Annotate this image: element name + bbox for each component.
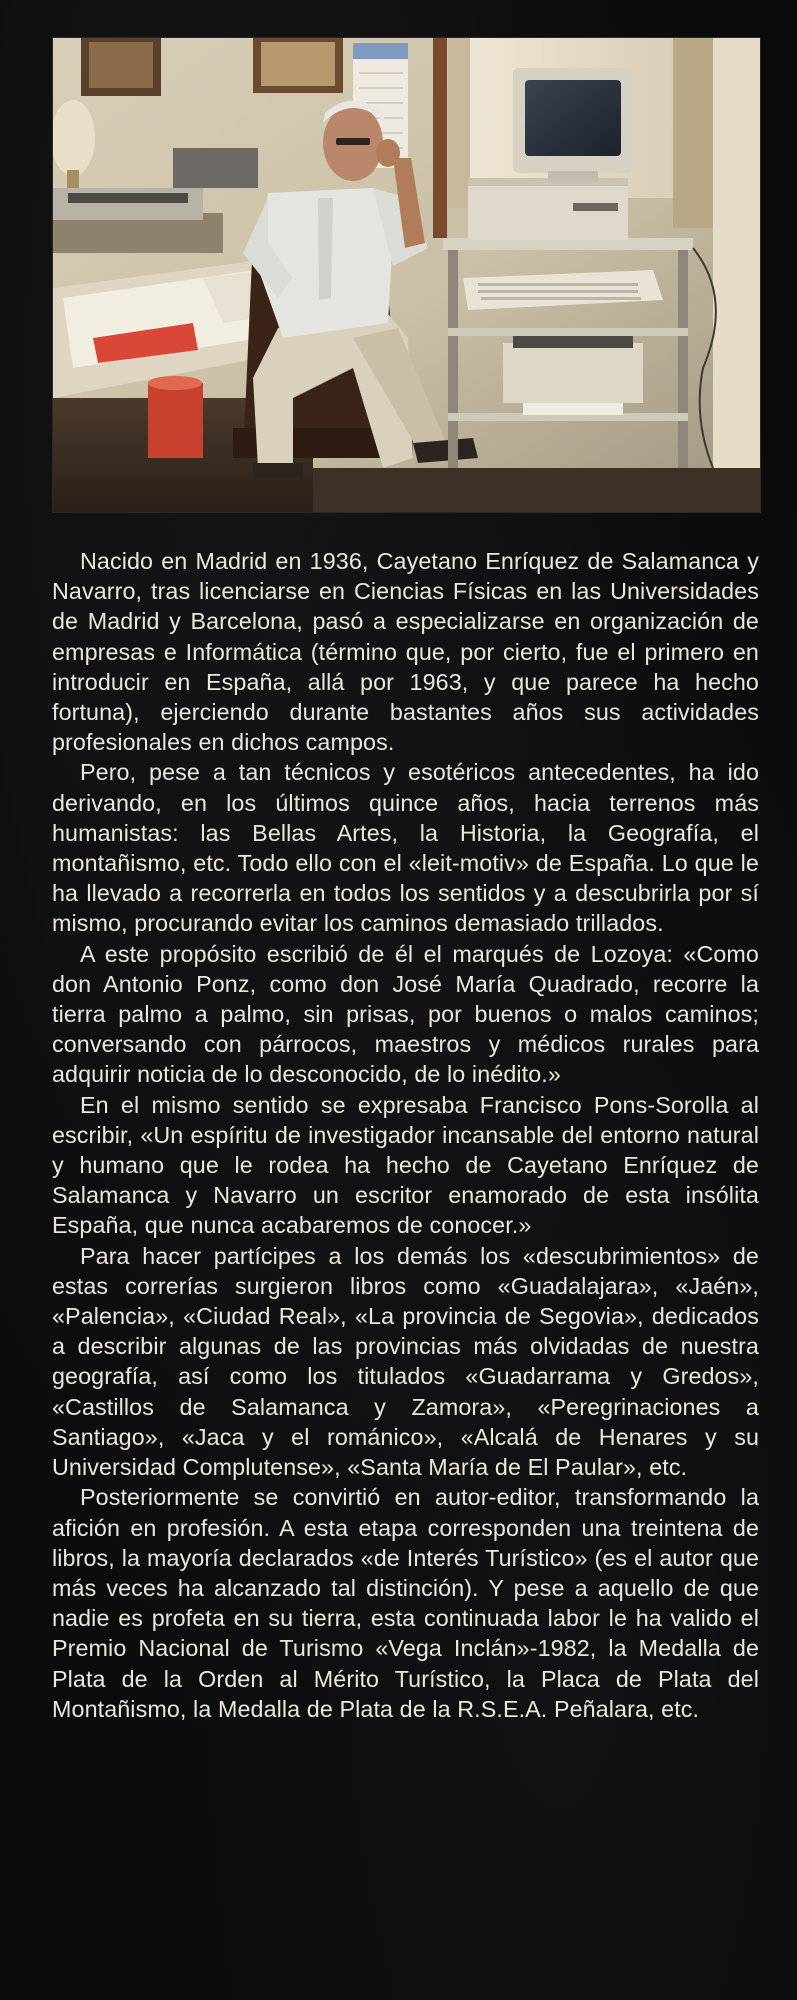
biography-paragraph: Pero, pese a tan técnicos y esotéricos antecedentes, ha ido derivando, en los últimos quince años, hacia terrenos más humanistas: las Bellas Artes, la Historia, la Geografía, el montañismo, etc. Todo ello con el «leit-motiv» de España. Lo que le ha llevado a recorrerla en todos los sentidos y a descubrirla por sí mismo, procurando evitar los caminos demasiado trillados. [52, 759, 759, 937]
biography-paragraph: A este propósito escribió de él el marqués de Lozoya: «Como don Antonio Ponz, como don José María Quadrado, recorre la tierra palmo a palmo, sin prisas, por buenos o malos caminos; conversando con párrocos, maestros y médicos rurales para adquirir noticia de lo desconocido, de lo inédito.» [52, 940, 759, 1088]
biography-text [52, 546, 759, 1724]
biography-paragraph: En el mismo sentido se expresaba Francisco Pons-Sorolla al escribir, «Un espíritu de investigador incansable del entorno natural y humano que le rodea ha hecho de Cayetano Enríquez de Salamanca y Navarro un escritor enamorado de esta insólita España, que nunca acabaremos de conocer.» [52, 1091, 759, 1239]
biography-paragraph: Nacido en Madrid en 1936, Cayetano Enríquez de Salamanca y Navarro, tras licenciarse en Ciencias Físicas en las Universidades de Madrid y Barcelona, pasó a especializarse en organización de empresas e Informática (término que, por cierto, fue el primero en introducir en España, allá por 1963, y que parece ha hecho fortuna), ejerciendo durante bastantes años sus actividades profesionales en dichos campos. [52, 548, 759, 756]
biography-paragraph: Para hacer partícipes a los demás los «descubrimientos» de estas correrías surgieron libros como «Guadalajara», «Jaén», «Palencia», «Ciudad Real», «La provincia de Segovia», dedicados a describir algunas de las provincias más olvidadas de nuestra geografía, así como los titulados «Guadarrama y Gredos», «Castillos de Salamanca y Zamora», «Peregrinaciones a Santiago», «Jaca y el románico», «Alcalá de Henares y su Universidad Complutense», «Santa María de El Paular», etc. [52, 1242, 759, 1481]
biography-paragraph: Posteriormente se convirtió en autor-editor, transformando la afición en profesión. A esta etapa corresponden una treintena de libros, la mayoría declarados «de Interés Turístico» (es el autor que más veces ha alcanzado tal distinción). Y pese a aquello de que nadie es profeta en su tierra, esta continuada labor le ha valido el Premio Nacional de Turismo «Vega Inclán»-1982, la Medalla de Plata de la Orden al Mérito Turístico, la Placa de Plata del Montañismo, la Medalla de Plata de la R.S.E.A. Peñalara, etc. [52, 1484, 759, 1722]
author-photo [52, 37, 761, 513]
author-photo-illustration [53, 38, 760, 512]
